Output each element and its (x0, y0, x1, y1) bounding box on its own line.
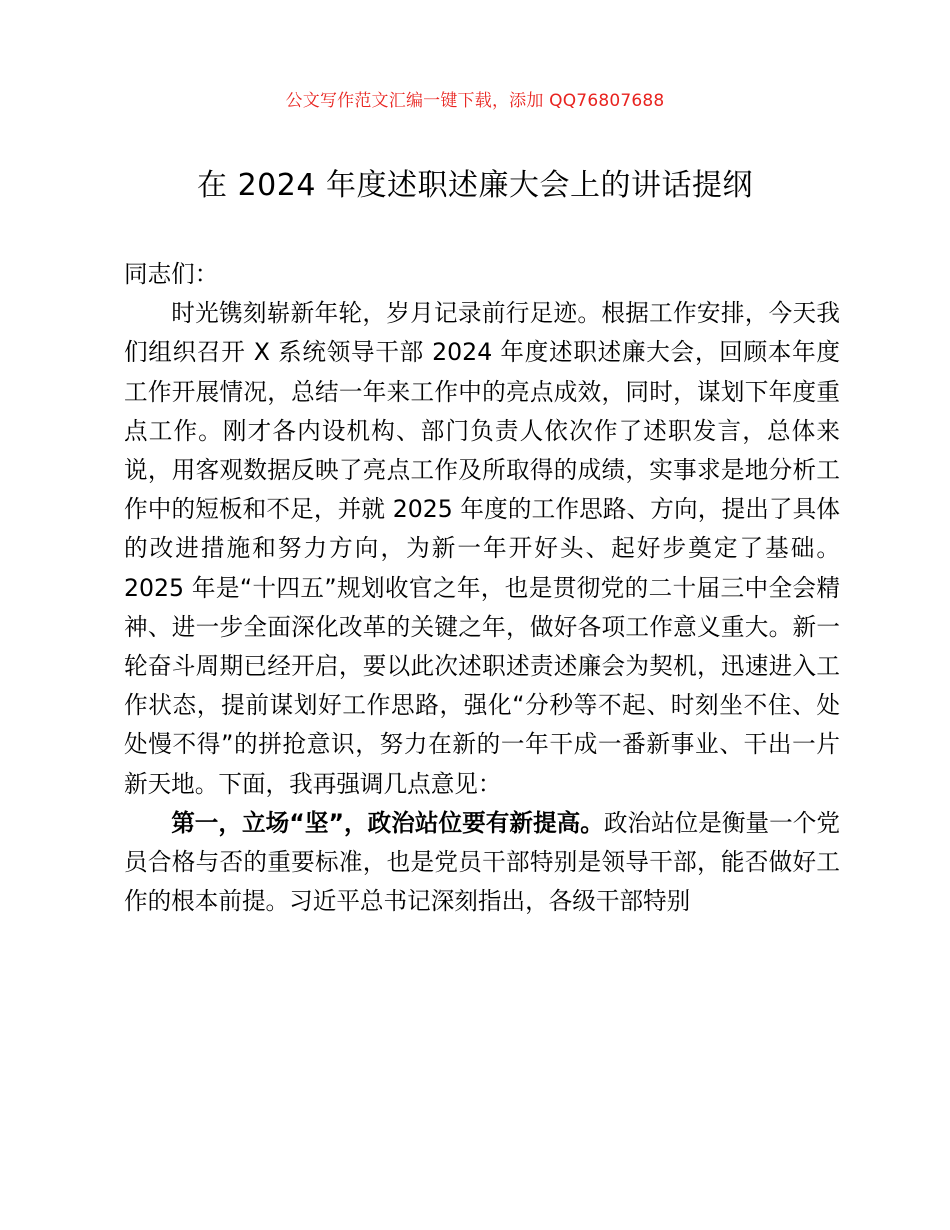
section-1-text: 政治站位是衡量一个党员合格与否的重要标准，也是党员干部特别是领导干部，能否做好工作的根本前提。习近平总书记深刻指出，各级干部特别 (124, 808, 840, 916)
paragraph-section-1 (124, 804, 840, 922)
page-title: 在 2024 年度述职述廉大会上的讲话提纲 (197, 168, 753, 203)
document-body (124, 255, 840, 921)
download-promo-note: 公文写作范文汇编一键下载，添加 QQ76807688 (285, 91, 665, 111)
paragraph-intro: 时光镌刻崭新年轮，岁月记录前行足迹。根据工作安排，今天我们组织召开 X 系统领导干部 2024 年度述职述廉大会，回顾本年度工作开展情况，总结一年来工作中的亮点成效，同时，谋划下年度重点工作。刚才各内设机构、部门负责人依次作了述职发言，总体来说，用客观数据反映了亮点工作及所取得的成绩，实事求是地分析工作中的短板和不足，并就 2025 年度的工作思路、方向，提出了具体的改进措施和努力方向，为新一年开好头、起好步奠定了基础。2025 年是“十四五”规划收官之年，也是贯彻党的二十届三中全会精神、进一步全面深化改革的关键之年，做好各项工作意义重大。新一轮奋斗周期已经开启，要以此次述职述责述廉会为契机，迅速进入工作状态，提前谋划好工作思路，强化“分秒等不起、时刻坐不住、处处慢不得”的拼抢意识，努力在新的一年干成一番新事业、干出一片新天地。下面，我再强调几点意见： (124, 299, 840, 798)
salutation: 同志们： (124, 260, 219, 288)
section-1-heading: 第一，立场“坚”，政治站位要有新提高。 (171, 808, 604, 837)
